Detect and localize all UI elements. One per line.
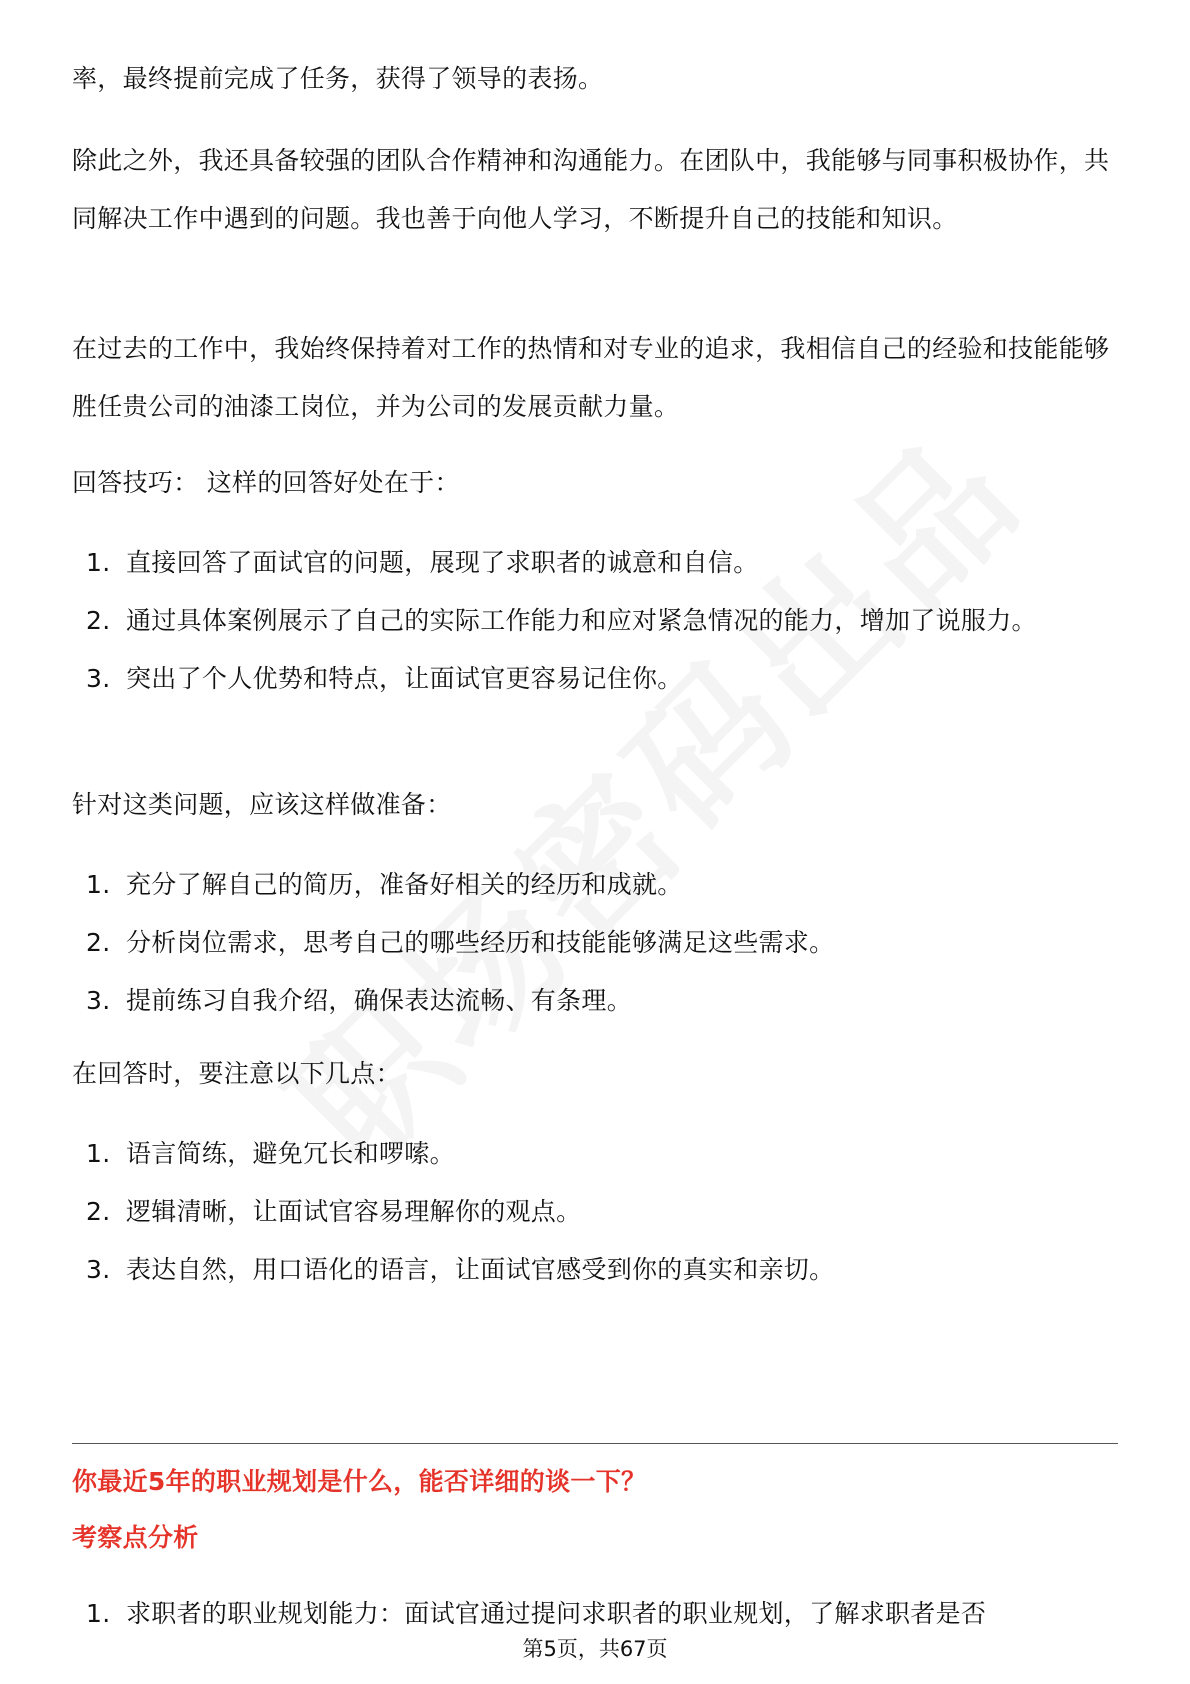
analysis-heading: 考察点分析 [72,1523,199,1552]
list-item-text: 提前练习自我介绍，确保表达流畅、有条理。 [126,986,633,1015]
list-item [72,1125,1118,1183]
list-number: 2. [86,928,111,957]
paragraph-conclusion: 在过去的工作中，我始终保持着对工作的热情和对专业的追求，我相信自己的经验和技能能够胜任贵公司的油漆工岗位，并为公司的发展贡献力量。 [72,334,1110,421]
list-item-text: 语言简练，避免冗长和啰嗦。 [126,1139,455,1168]
list-number: 1. [86,870,111,899]
list-item-text: 充分了解自己的简历，准备好相关的经历和成就。 [126,870,683,899]
section-divider [72,1443,1118,1444]
preparation-heading: 针对这类问题，应该这样做准备： [72,790,452,819]
list-number: 1. [86,1599,111,1628]
list-item [72,972,1118,1030]
list-item [72,592,1118,650]
list-item-text: 求职者的职业规划能力：面试官通过提问求职者的职业规划，了解求职者是否 [126,1599,987,1628]
question-title: 你最近5年的职业规划是什么，能否详细的谈一下？ [72,1467,647,1496]
list-number: 1. [86,548,111,577]
list-item [72,914,1118,972]
list-item-text: 表达自然，用口语化的语言，让面试官感受到你的真实和亲切。 [126,1255,835,1284]
list-number: 3. [86,986,111,1015]
answer-tips-heading: 回答技巧： 这样的回答好处在于： [72,468,460,497]
list-item [72,856,1118,914]
list-item-text: 直接回答了面试官的问题，展现了求职者的诚意和自信。 [126,548,759,577]
list-item-text: 分析岗位需求，思考自己的哪些经历和技能能够满足这些需求。 [126,928,835,957]
list-number: 3. [86,1255,111,1284]
notes-list [72,1125,1118,1299]
benefits-list [72,534,1118,708]
list-number: 2. [86,1197,111,1226]
paragraph-continuation: 率，最终提前完成了任务，获得了领导的表扬。 [72,64,604,93]
list-item-text: 通过具体案例展示了自己的实际工作能力和应对紧急情况的能力，增加了说服力。 [126,606,1037,635]
preparation-list [72,856,1118,1030]
list-item [72,1241,1118,1299]
list-number: 2. [86,606,111,635]
list-item-text: 逻辑清晰，让面试官容易理解你的观点。 [126,1197,582,1226]
list-item-text: 突出了个人优势和特点，让面试官更容易记住你。 [126,664,683,693]
list-item [72,534,1118,592]
paragraph-teamwork: 除此之外，我还具备较强的团队合作精神和沟通能力。在团队中，我能够与同事积极协作，共同解决工作中遇到的问题。我也善于向他人学习，不断提升自己的技能和知识。 [72,146,1110,233]
list-number: 3. [86,664,111,693]
list-number: 1. [86,1139,111,1168]
page-footer: 第5页，共67页 [522,1637,668,1661]
list-item [72,650,1118,708]
notes-heading: 在回答时，要注意以下几点： [72,1059,401,1088]
list-item [72,1183,1118,1241]
